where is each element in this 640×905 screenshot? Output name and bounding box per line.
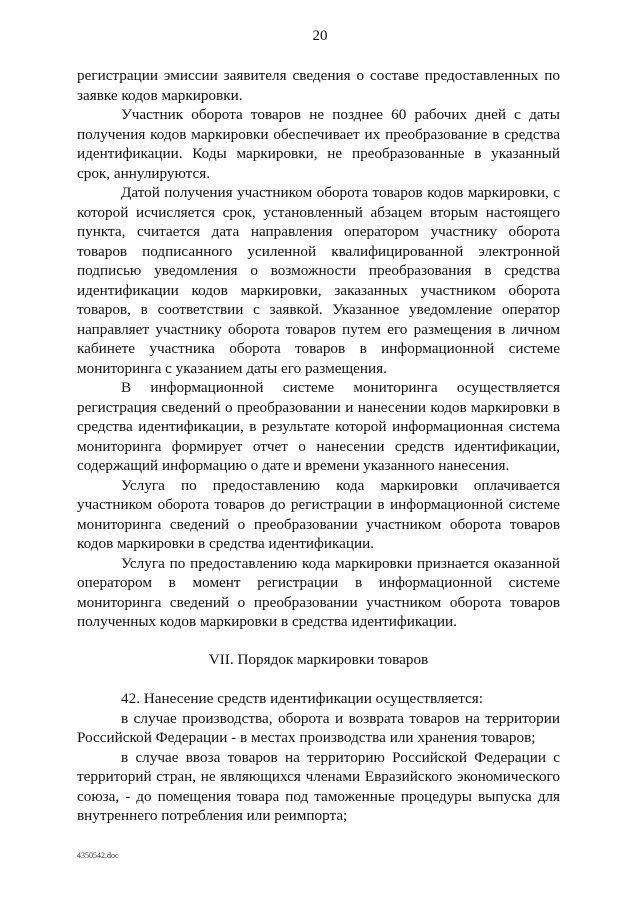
document-file-code: 4350542.doc xyxy=(77,851,119,860)
paragraph-item-42: 42. Нанесение средств идентификации осуществляется: xyxy=(121,690,484,707)
paragraph-service-rendered: Услуга по предоставлению кода маркировки признается оказанной оператором в момент регистрации в информационной системе мониторинга сведений о преобразовании участником оборота товаров полученных кодов маркировки в средства идентификации. xyxy=(77,554,560,630)
page-number: 20 xyxy=(312,28,328,44)
paragraph-production-case: в случае производства, оборота и возврата товаров на территории Российской Федерации - в местах производства или хранения товаров; xyxy=(77,709,560,746)
paragraph-deadline: Участник оборота товаров не позднее 60 рабочих дней с даты получения кодов маркировки обеспечивает их преобразование в средства идентификации. Коды маркировки, не преобразованные в указанный срок, аннулируются. xyxy=(77,106,560,182)
paragraph-registration: В информационной системе мониторинга осуществляется регистрация сведений о преобразовании и нанесении кодов маркировки в средства идентификации, в результате которой информационная система мониторинга формирует отчет о нанесении средств идентификации, содержащий информацию о дате и времени указанного нанесения. xyxy=(77,379,560,474)
document-body xyxy=(77,66,560,826)
section-heading: VII. Порядок маркировки товаров xyxy=(208,650,429,668)
paragraph-continuation: регистрации эмиссии заявителя сведения о составе предоставленных по заявке кодов маркировки. xyxy=(77,67,560,104)
paragraph-import-case: в случае ввоза товаров на территорию Российской Федерации с территорий стран, не являющихся членами Евразийского экономического союза, - до помещения товара под таможенные процедуры выпуска для внутреннего потребления или реимпорта; xyxy=(77,748,560,824)
paragraph-payment: Услуга по предоставлению кода маркировки оплачивается участником оборота товаров до регистрации в информационной системе мониторинга сведений о преобразовании участником оборота товаров кодов маркировки в средства идентификации. xyxy=(77,476,560,552)
paragraph-receipt-date: Датой получения участником оборота товаров кодов маркировки, с которой исчисляется срок, установленный абзацем вторым настоящего пункта, считается дата направления оператором участнику оборота товаров подписанного усиленной квалифицированной электронной подписью уведомления о возможности преобразования в средства идентификации кодов маркировки, заказанных участником оборота товаров, в соответствии с заявкой. Указанное уведомление оператор направляет участнику оборота товаров путем его размещения в личном кабинете участника оборота товаров в информационной системе мониторинга с указанием даты его размещения. xyxy=(77,184,560,377)
